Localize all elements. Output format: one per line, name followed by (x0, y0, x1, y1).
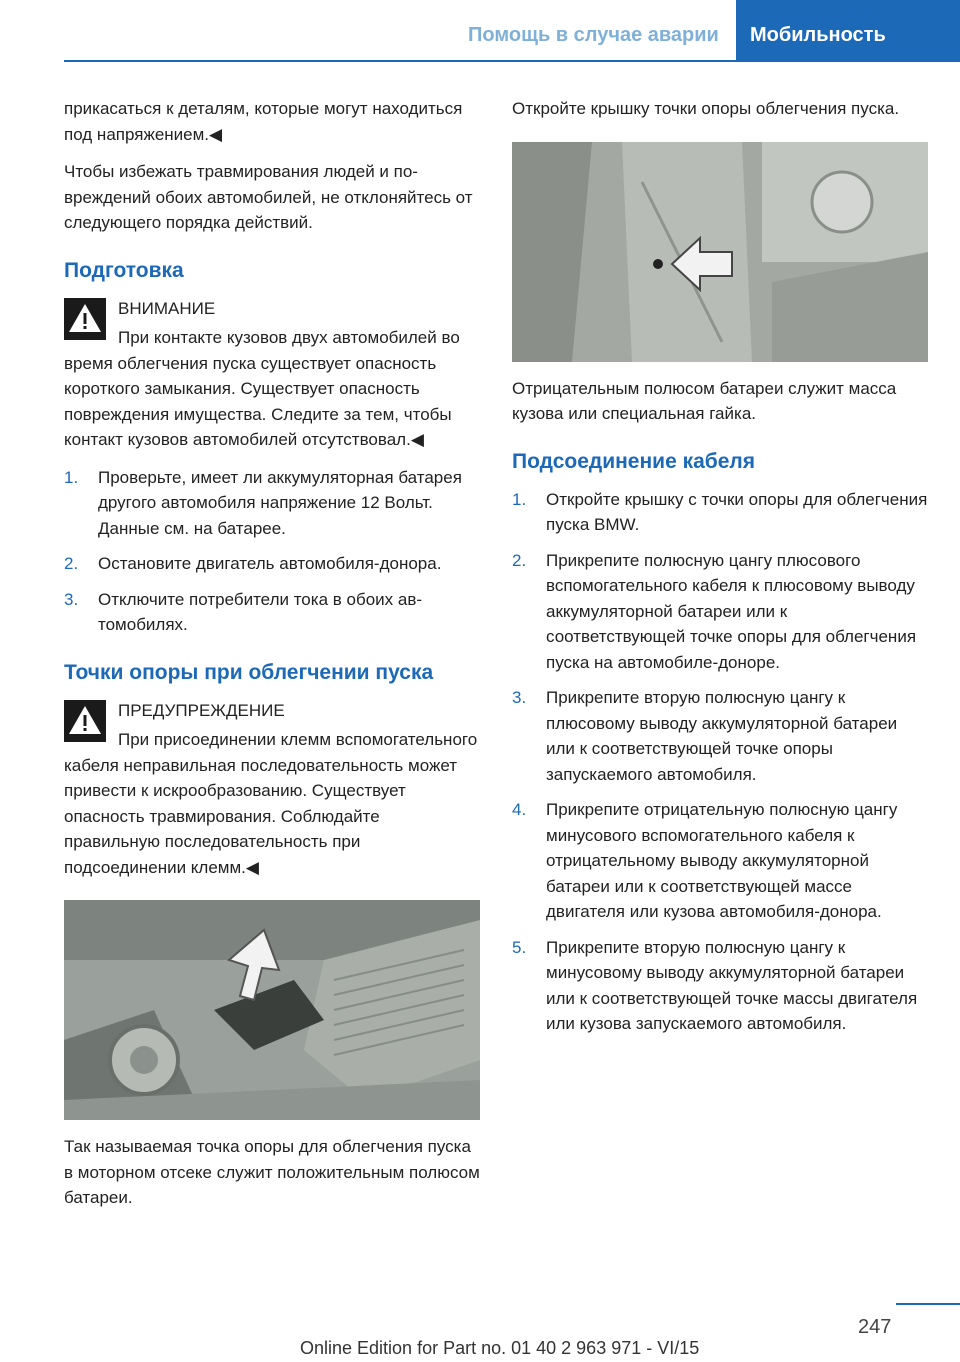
list-item (64, 551, 480, 577)
connect-steps (512, 487, 928, 1037)
step-text: Проверьте, имеет ли аккумуляторная батарея другого автомобиля напряжение 12 Вольт. Данные см. на батарее. (98, 467, 462, 538)
engine-bay-positive-terminal-photo (64, 900, 480, 1120)
page-header (0, 0, 960, 62)
step-number: 1. (64, 467, 79, 487)
heading-cable-connection: Подсоединение кабеля (512, 449, 756, 473)
engine-bay-negative-point-photo (512, 142, 928, 362)
warning-triangle-icon (64, 700, 106, 742)
list-item (512, 487, 928, 538)
intro-paragraph-1: прикасаться к деталям, которые могут находиться под напряжением.◀ (64, 99, 463, 144)
step-text: Отключите потребители тока в обоих автомобилях. (98, 589, 423, 634)
photo-caption: Отрицательным полюсом батареи служит масса кузова или специальная гайка. (512, 378, 897, 423)
left-column (64, 96, 480, 1223)
warning-text: При присоединении клемм вспомогательного кабеля неправильная последовательность может привести к искрообразованию. Существует опасность травмирования. Соблюдайте правильную последовательность при подсоединении клемм.◀ (64, 730, 478, 877)
step-text: Прикрепите отрицательную полюсную цангу минусового вспомогательного кабеля к отрицательному выводу аккумуляторной батареи или к соответствующей массе двигателя или кузова автомобиля-донора. (546, 800, 898, 921)
heading-preparation: Подготовка (64, 258, 184, 282)
warning-block-2 (64, 698, 480, 881)
step-number: 2. (64, 554, 79, 573)
step-number: 5. (512, 937, 527, 957)
warning-title: ПРЕДУПРЕЖДЕНИЕ (118, 700, 285, 720)
step-number: 3. (512, 688, 527, 707)
step-text: Остановите двигатель автомобиля-донора. (98, 554, 442, 573)
list-item (512, 935, 928, 1037)
warning-title: ВНИМАНИЕ (118, 298, 216, 318)
step-number: 4. (512, 800, 527, 819)
list-item (64, 465, 480, 542)
step-number: 3. (64, 589, 79, 609)
step-text: Прикрепите вторую полюсную цангу к плюсовому выводу аккумуляторной батареи или к соответствующей точке опоры запускаемого автомобиля. (546, 688, 898, 784)
step-text: Прикрепите полюсную цангу плюсового вспомогательного кабеля к плюсовому выводу аккумуляторной батареи или к соответствующей точке опоры для облегчения пуска на автомобиле-доноре. (546, 550, 917, 672)
warning-text: При контакте кузовов двух автомобилей во время облегчения пуска существует опасность короткого замыкания. Существует опасность повреждения имущества. Следите за тем, чтобы контакт кузовов автомобилей отсутствовал.◀ (64, 328, 460, 449)
heading-start-points: Точки опоры при облегчении пуска (64, 660, 434, 684)
step-number: 2. (512, 550, 527, 570)
footer-rule (896, 1303, 960, 1305)
warning-block-1 (64, 296, 480, 453)
photo-caption: Так называемая точка опоры для облегчения пуска в моторном отсеке служит положительным полюсом батареи. (64, 1137, 480, 1207)
edition-note: Online Edition for Part no. 01 40 2 963 971 - VI/15 (300, 1338, 700, 1358)
intro-paragraph-2: Чтобы избежать травмирования людей и повреждений обоих автомобилей, не отклоняйтесь от следующего порядка действий. (64, 162, 473, 232)
prep-steps (64, 465, 480, 638)
section-title: Помощь в случае аварии (468, 24, 719, 46)
list-item (64, 587, 480, 638)
list-item (512, 797, 928, 925)
list-item (512, 685, 928, 787)
step-text: Откройте крышку с точки опоры для облегчения пуска BMW. (546, 489, 928, 534)
right-column (512, 96, 928, 1049)
page-number: 247 (858, 1316, 892, 1338)
list-item (512, 548, 928, 676)
warning-triangle-icon (64, 298, 106, 340)
open-cover-text: Откройте крышку точки опоры облегчения пуска. (512, 99, 900, 118)
step-text: Прикрепите вторую полюсную цангу к минусовому выводу аккумуляторной батареи или к соответствующей точке массы двигателя или кузова запускаемого автомобиля. (546, 937, 918, 1033)
chapter-tab: Мобильность (736, 0, 960, 60)
header-rule (64, 60, 960, 62)
step-number: 1. (512, 489, 527, 509)
